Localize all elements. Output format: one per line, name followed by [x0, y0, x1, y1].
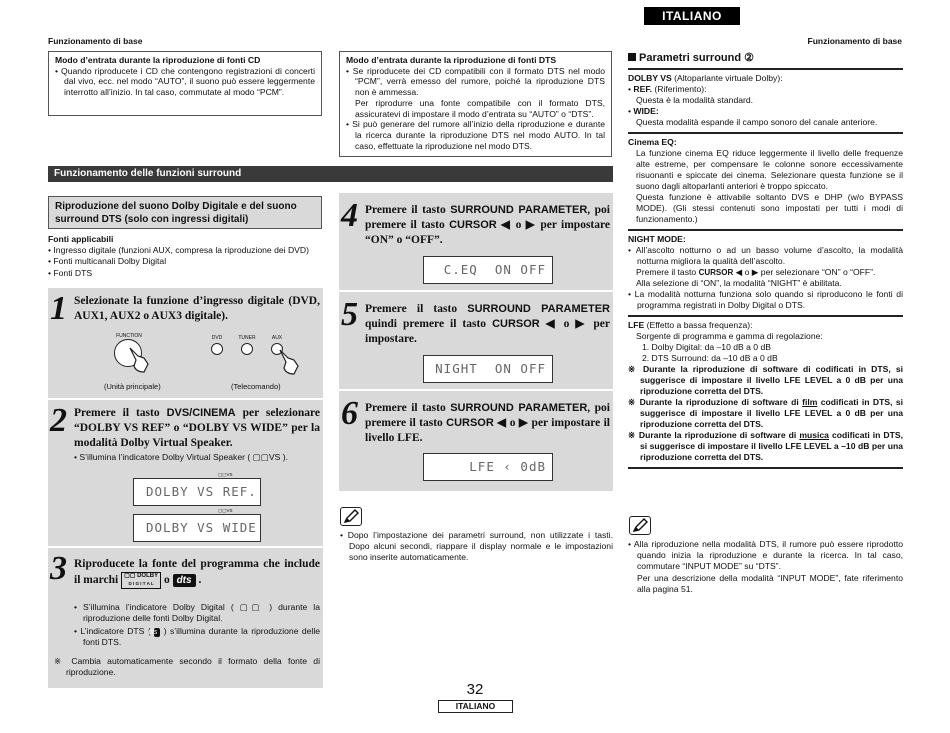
night-bullet-1c: Alla selezione di “ON”, la modalità “NIGHT” è abilitata.: [636, 278, 842, 289]
dts-box-bullet-2: • Si può generare del rumore all’inizio della riproduzione e durante la ricerca durante la riproduzione DTS nel modo AUTO. In tal caso, effettuate la riproduzione nel modo DTS.: [346, 119, 605, 151]
cd-box-bullet: • Quando riproducete i CD che contengono registrazioni di concerti dal vivo, ecc. nel modo “AUTO”, il suono può essere leggermente interrotto all’inizio. In tal caso, commutate al modo “PCM”.: [55, 65, 315, 98]
lfe-heading: LFE (Effetto a bassa frequenza):: [628, 320, 753, 331]
right-column: [628, 50, 903, 469]
wide-heading: • WIDE:: [628, 106, 659, 116]
step-6-panel: [339, 391, 613, 491]
footer-language: ITALIANO: [438, 700, 513, 713]
remote-caption: (Telecomando): [231, 382, 281, 391]
lcd-display-night-mode: NIGHT ON OFF: [423, 355, 553, 383]
right-note: • Alla riproduzione nella modalità DTS, il rumore può essere riprodotto quando inizia la riproduzione e durante la ricerca. In tal caso, commutare “INPUT MODE” su “DTS”. Per una descrizione della modalità “INPUT MODE”, fate riferimento alla pagina 51.: [628, 539, 904, 594]
cd-input-mode-box: [48, 51, 322, 116]
cinema-eq-heading: Cinema EQ:: [628, 137, 677, 147]
note-pencil-icon: [340, 507, 362, 526]
key-cursor: CURSOR: [492, 317, 540, 330]
center-note: • Dopo l’impostazione dei parametri surround, non utilizzate i tasti. Dopo alcuni secondi, riappare il display normale e le impostazioni sono inserite automaticamente.: [340, 530, 613, 563]
function-label: FUNCTION: [116, 333, 142, 339]
language-tab: ITALIANO: [644, 7, 740, 25]
note-pencil-icon: [629, 516, 651, 535]
dts-input-mode-box: [339, 51, 612, 157]
step-3-note-1: • S’illumina l’indicatore Dolby Digital ( ▢▢ ) durante la riproduzione delle fonti Dolby Digital.: [74, 602, 320, 624]
lcd-display-dolby-vs-wide: DOLBY VS WIDE: [133, 514, 261, 542]
lcd-indicator: ▢▢VS: [218, 472, 233, 477]
step-1-text: Selezionate la funzione d’ingresso digitale (DVD, AUX1, AUX2 o AUX3 digitale).: [74, 295, 320, 322]
step-2-note: • S’illumina l’indicatore Dolby Virtual Speaker ( ▢▢VS ).: [74, 452, 288, 462]
dolby-vs-heading: DOLBY VS (Altoparlante virtuale Dolby):: [628, 73, 783, 83]
step-4-text: Premere il tasto SURROUND PARAMETER, poi premere il tasto CURSOR ◀ o ▶ per impostare “ON” o “OFF”.: [365, 204, 611, 246]
lfe-remark-1: ※ Durante la riproduzione di software di codificati in DTS, si suggerisce di impostare il livello LFE LEVEL a 0 dB per una riproduzione corretta del DTS.: [628, 364, 903, 397]
key-surround-parameter: SURROUND PARAMETER: [450, 204, 588, 216]
step-6-text: Premere il tasto SURROUND PARAMETER, poi premere il tasto CURSOR ◀ o ▶ per impostare il livello LFE.: [365, 402, 611, 444]
ref-heading: • REF. (Riferimento):: [628, 84, 707, 94]
lcd-indicator: ▢▢VS: [218, 508, 233, 513]
dts-logo: dts: [173, 574, 196, 587]
step-2-number: 2: [50, 402, 67, 439]
step-3-number: 3: [50, 550, 67, 587]
dvd-button: [211, 343, 223, 355]
page-number: 32: [466, 681, 484, 698]
key-cursor: CURSOR: [449, 218, 497, 231]
step-3-text: Riproducete la fonte del programma che include il marchi ▢▢ DOLBY D I G I T A L o dts .: [74, 557, 320, 589]
step-1-number: 1: [50, 290, 67, 327]
step-5-panel: [339, 292, 613, 389]
applicable-sources: [48, 234, 328, 279]
cinema-eq-desc-2: Questa funzione è attivabile soltanto DVS e DHP (w/o BYPASS MODE). (Gli stessi contenuti sono impostati per tutti i modi di funzionamento.): [636, 192, 903, 224]
left-running-title: Funzionamento di base: [48, 36, 143, 46]
lfe-range-1: 1. Dolby Digital: da –10 dB a 0 dB: [642, 342, 771, 353]
step-1-panel: [48, 288, 323, 398]
lcd-display-lfe: LFE ‹ 0dB: [423, 453, 553, 481]
night-bullet-1: • All’ascolto notturno o ad un basso volume d’ascolto, la modalità notturna migliora la qualità dell’ascolto.: [628, 245, 903, 266]
wide-desc: Questa modalità espande il campo sonoro del canale anteriore.: [636, 117, 878, 127]
square-bullet-icon: [628, 53, 636, 61]
night-bullet-1b: Premere il tasto CURSOR ◀ o ▶ per selezionare “ON” o “OFF”.: [636, 267, 876, 277]
lfe-range-2: 2. DTS Surround: da –10 dB a 0 dB: [642, 353, 778, 364]
step-2-text: Premere il tasto DVS/CINEMA per selezionare “DOLBY VS REF” o “DOLBY VS WIDE” per la modalità Dolby Virtual Speaker.: [74, 407, 320, 449]
step-6-number: 6: [341, 395, 358, 432]
tuner-button: [241, 343, 253, 355]
lfe-remark-3: ※ Durante la riproduzione di software di musica codificati in DTS, si suggerisce di impostare il livello LFE LEVEL a –10 dB per una riproduzione corretta del DTS.: [628, 430, 903, 463]
ref-desc: Questa è la modalità standard.: [636, 95, 754, 105]
step-4-number: 4: [341, 197, 358, 234]
key-surround-parameter: SURROUND PARAMETER: [450, 402, 588, 414]
remote-label-dvd: DVD: [211, 335, 223, 341]
main-unit-caption: (Unità principale): [104, 382, 161, 391]
step-5-text: Premere il tasto SURROUND PARAMETER quindi premere il tasto CURSOR ◀ o ▶ per impostare.: [365, 303, 610, 345]
step-5-number: 5: [341, 296, 358, 333]
key-surround-parameter: SURROUND PARAMETER: [467, 303, 610, 315]
source-item: • Fonti DTS: [48, 267, 93, 278]
dts-box-bullet-1b: Per riprodurre una fonte compatibile con il formato DTS, assicuratevi di impostare il modo d’entrata su “AUTO” o “DTS”.: [355, 97, 605, 119]
hand-icon: [276, 346, 300, 376]
source-item: • Fonti multicanali Dolby Digital: [48, 256, 167, 267]
lfe-desc: Sorgente di programma e gamma di regolazione:: [636, 331, 823, 342]
source-item: • Ingresso digitale (funzioni AUX, compresa la riproduzione dei DVD): [48, 245, 309, 256]
cd-box-title: Modo d’entrata durante la riproduzione di fonti CD: [55, 55, 261, 65]
lcd-display-dolby-vs-ref: DOLBY VS REF.: [133, 478, 261, 506]
dts-box-title: Modo d’entrata durante la riproduzione di fonti DTS: [346, 55, 557, 65]
step-3-panel: [48, 548, 323, 688]
step-4-panel: [339, 193, 613, 290]
sources-title: Fonti applicabili: [48, 234, 114, 244]
dts-indicator-icon: dts: [154, 628, 160, 637]
lcd-display-cinema-eq: C.EQ ON OFF: [423, 256, 553, 284]
surround-params-heading: Parametri surround ②: [628, 50, 903, 66]
remote-label-aux: AUX: [271, 335, 283, 341]
dts-box-bullet-1: • Se riproducete dei CD compatibili con il formato DTS nel modo “PCM”, verrà emesso del rumore, poiché la riproduzione DTS non è ammessa.: [346, 65, 605, 98]
hand-icon: [126, 344, 150, 374]
step-3-note-2: • L’indicatore DTS ( dts ) s’illumina durante la riproduzione delle fonti DTS.: [74, 626, 321, 648]
step-3-remark: ※ Cambia automaticamente secondo il formato della fonte di riproduzione.: [54, 656, 320, 678]
dolby-digital-logo: ▢▢ DOLBY D I G I T A L: [121, 572, 161, 589]
lfe-remark-2: ※ Durante la riproduzione di software di film codificati in DTS, si suggerisce di impostare il livello LFE LEVEL a 0 dB per una riproduzione corretta del DTS.: [628, 397, 903, 430]
section-bar: Funzionamento delle funzioni surround: [48, 166, 613, 182]
night-mode-heading: NIGHT MODE:: [628, 234, 686, 244]
night-bullet-2: • La modalità notturna funziona solo quando si riproducono le fonti di programma registrati in Dolby Digital o DTS.: [628, 289, 903, 311]
subsection-title: Riproduzione del suono Dolby Digitale e del suono surround DTS (solo con ingressi digitali): [48, 196, 322, 229]
cinema-eq-desc-1: La funzione cinema EQ riduce leggermente il livello delle frequenze alte estreme, per compensare le colonne sonore eccessivamente risuonanti e spiccate dei cinema. Selezionare questa funzione se il suono dagli altoparlanti anteriori è troppo spiccato.: [636, 148, 903, 191]
key-dvs-cinema: DVS/CINEMA: [166, 407, 236, 419]
step-2-panel: [48, 400, 323, 546]
remote-label-tuner: TUNER: [238, 335, 256, 341]
key-cursor: CURSOR: [446, 416, 494, 429]
right-running-title: Funzionamento di base: [807, 36, 902, 46]
